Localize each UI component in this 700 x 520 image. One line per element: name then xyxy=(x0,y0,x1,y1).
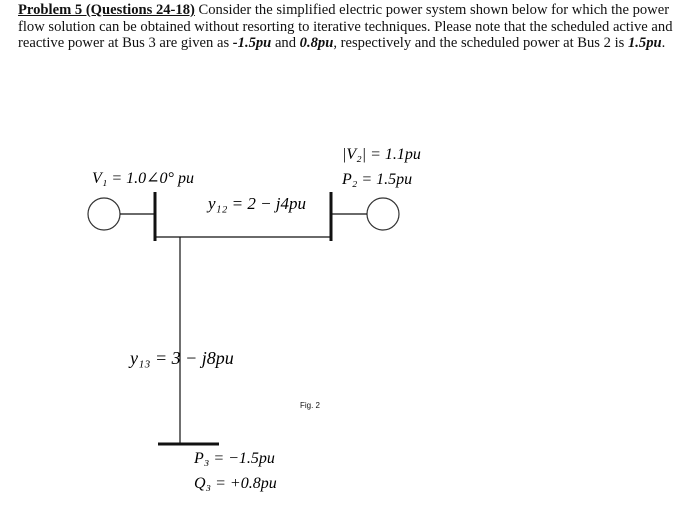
bus3-active-power-label: P₃ = −1.5pu xyxy=(194,450,275,467)
bus1-voltage-label: V₁ = 1.0∠0° pu xyxy=(92,170,194,187)
bus2-generator-icon xyxy=(367,198,399,230)
bus3-reactive-power-value: 0.8pu xyxy=(299,35,334,52)
bus2-power-label: P₂ = 1.5pu xyxy=(342,171,413,188)
line-13-admittance-label: y₁₃ = 3 − j8pu xyxy=(130,348,234,368)
bus3-reactive-power-label: Q₃ = +0.8pu xyxy=(194,475,277,492)
bus3-active-power-value: -1.5pu xyxy=(232,35,272,52)
problem-text-part-2: and xyxy=(271,35,300,52)
problem-text-part-4: . xyxy=(661,35,666,52)
problem-heading: Problem 5 (Questions 24-18) xyxy=(18,2,195,18)
bus1-generator-icon xyxy=(88,198,120,230)
problem-text-part-1: Consider the simplified electric power system shown below for which the power flow solution can be obtained without resorting to iterative techniques. Please note that the scheduled active and reactive power at Bus 3 are given as xyxy=(18,2,673,52)
bus2-power-value: 1.5pu xyxy=(627,35,662,52)
bus2-voltage-magnitude-label: |V₂| = 1.1pu xyxy=(342,146,421,163)
problem-text-part-3: , respectively and the scheduled power at Bus 2 is xyxy=(333,35,628,52)
figure-label: Fig. 2 xyxy=(300,401,321,410)
line-12-admittance-label: y₁₂ = 2 − j4pu xyxy=(208,194,307,213)
